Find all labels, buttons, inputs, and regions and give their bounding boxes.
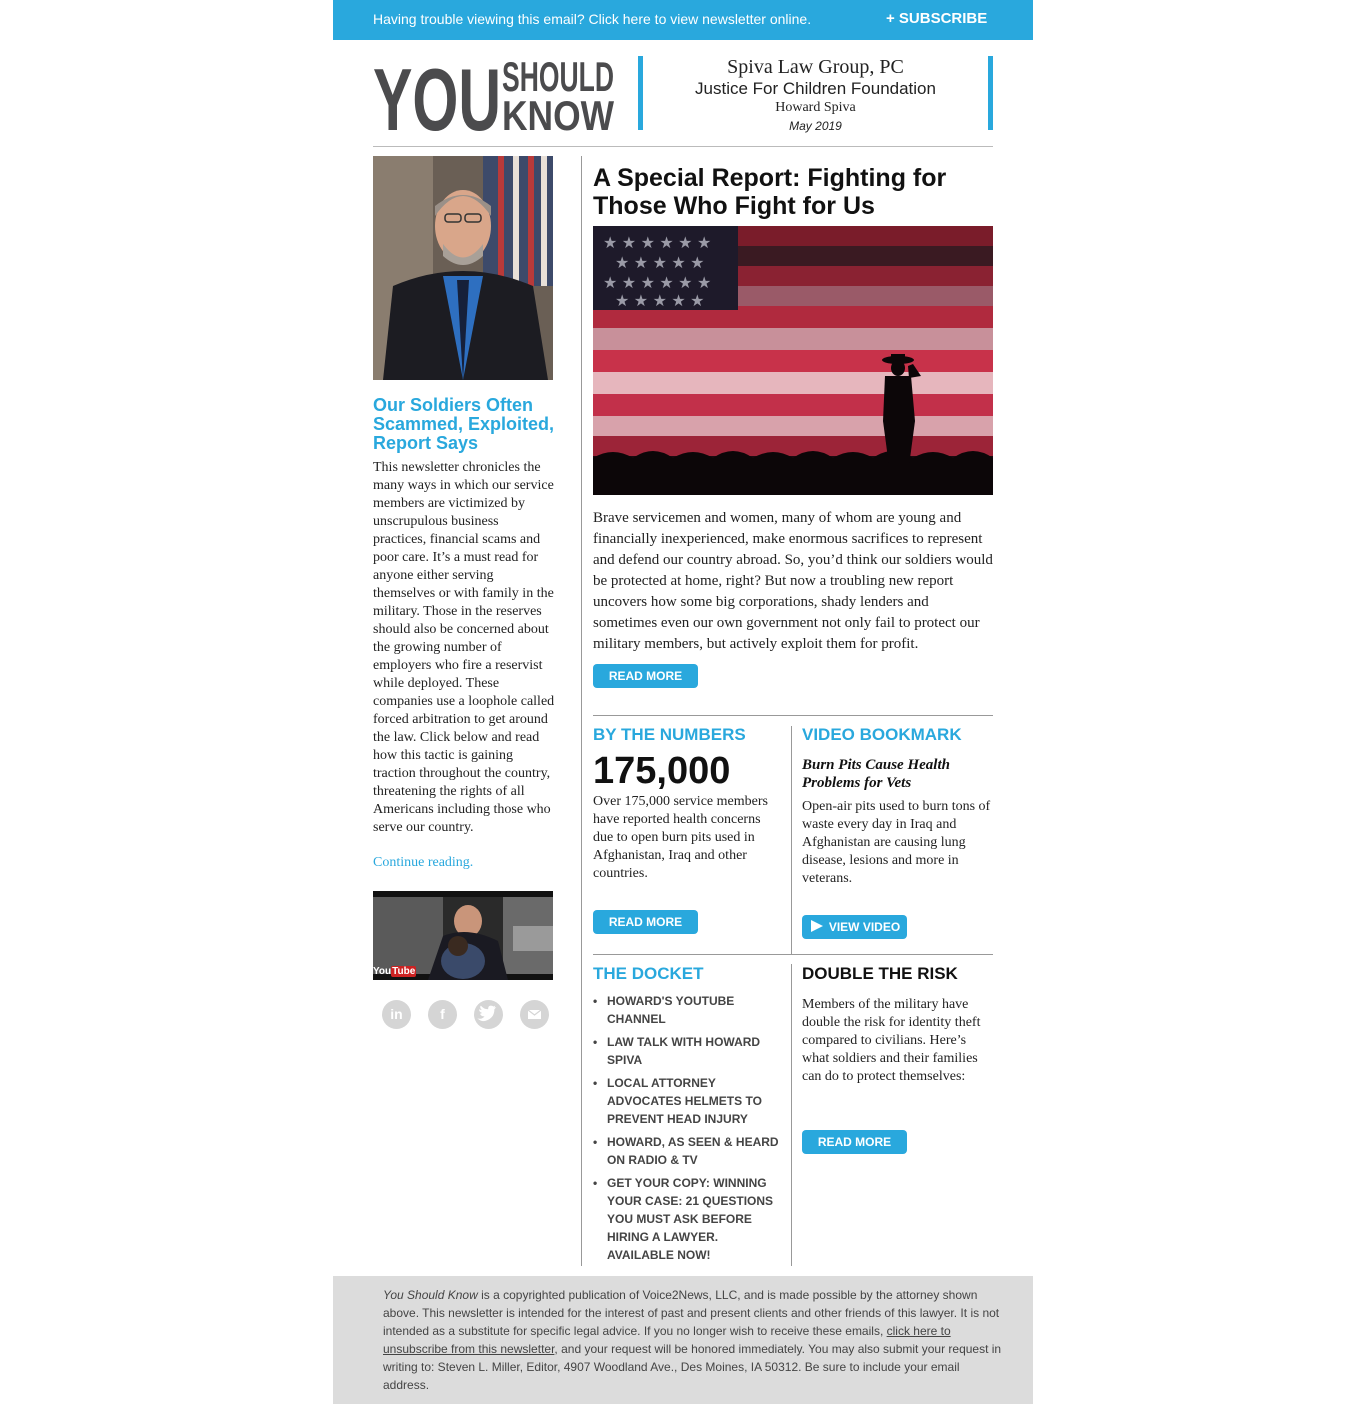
main-column [593,156,993,688]
video-bookmark-section [802,725,992,934]
docket-item[interactable]: • GET YOUR COPY: WINNING YOUR CASE: 21 QUESTIONS YOU MUST ASK BEFORE HIRING A LAWYER. AVAILABLE NOW! [593,1174,783,1264]
top-bar [333,0,1033,40]
svg-text:★ ★ ★ ★ ★: ★ ★ ★ ★ ★ [615,293,705,310]
foundation-name: Justice For Children Foundation [695,79,936,98]
docket-section [593,964,783,1269]
continue-reading-link[interactable]: Continue reading. [373,855,474,870]
newsletter [333,0,1033,1404]
section-divider-2 [593,954,993,955]
docket-item[interactable]: • LAW TALK WITH HOWARD SPIVA [593,1033,783,1069]
header-divider-left [638,56,643,130]
logo-you: YOU [373,56,501,134]
docket-heading: THE DOCKET [593,964,704,983]
attorney-photo [373,156,553,380]
numbers-figure: 175,000 [593,750,731,792]
logo-should: SHOULD [502,56,614,100]
svg-text:★ ★ ★ ★ ★: ★ ★ ★ ★ ★ [615,255,705,272]
subscribe-button[interactable]: + SUBSCRIBE [886,10,988,27]
view-online-link[interactable]: Having trouble viewing this email? Click here to view newsletter online. [373,11,812,27]
risk-body: Members of the military have double the risk for identity theft compared to civilians. Here’s what soldiers and their families can do to protect themselves: [802,997,981,1084]
double-the-risk-section [802,964,992,1149]
view-video-label: VIEW VIDEO [828,920,901,934]
footer-text-2: , and your request will be honored immediately. You may also submit your request in writing to: Steven L. Miller, Editor, 4907 Woodland Ave., Des Moines, IA 50312. Be sure to include your email address. [383,1342,1002,1392]
section-divider-mid-1 [791,726,792,954]
view-video-button[interactable] [802,915,907,939]
section-divider-1 [593,715,993,716]
footer [333,1276,1033,1404]
video-title[interactable]: Burn Pits Cause Health Problems for Vets [802,757,950,791]
youtube-icon [373,965,416,979]
risk-heading: DOUBLE THE RISK [802,964,958,983]
social-links [373,1000,555,1030]
svg-text:★ ★ ★ ★ ★ ★: ★ ★ ★ ★ ★ ★ [603,275,712,292]
svg-text:★ ★ ★ ★ ★ ★: ★ ★ ★ ★ ★ ★ [603,235,712,252]
twitter-icon[interactable] [474,1000,503,1029]
attorney-name: Howard Spiva [775,100,856,115]
video-heading: VIDEO BOOKMARK [802,725,962,744]
feature-body: Brave servicemen and women, many of whom are young and financially inexperienced, make enormous sacrifices to represent and defend our country abroad. So, you’d think our soldiers would be protected at home, right? But now a troubling new report uncovers how some big corporations, shady lenders and sometimes even our own government not only fail to protect our military members, but actively exploit them for profit. [593,510,993,652]
masthead [373,40,993,147]
youtube-video-thumbnail[interactable] [373,891,553,980]
numbers-heading: BY THE NUMBERS [593,725,746,744]
youtube-label-you: You [373,966,392,977]
youtube-label-tube: Tube [392,966,416,977]
numbers-body: Over 175,000 service members have reported health concerns due to open burn pits used in Afghanistan, Iraq and other countries. [593,794,768,881]
unsubscribe-link[interactable]: click here to unsubscribe from this newsletter [383,1324,951,1356]
by-the-numbers-section [593,725,783,929]
header-divider-right [988,56,993,130]
left-column [373,156,555,1030]
footer-disclaimer [383,1286,1003,1394]
numbers-read-more-button[interactable]: READ MORE [593,910,698,934]
video-body: Open-air pits used to burn tons of waste every day in Iraq and Afghanistan are causing lung disease, lesions and more in veterans. [802,799,991,886]
footer-text-1: is a copyrighted publication of Voice2News, LLC, and is made possible by the attorney shown above. This newsletter is intended for the interest of past and present clients and other friends of this lawyer. It is not intended as a substitute for specific legal advice. If you no longer wish to receive these emails, [383,1288,1000,1338]
firm-info [648,56,983,135]
docket-item[interactable]: • HOWARD, AS SEEN & HEARD ON RADIO & TV [593,1133,783,1169]
email-icon[interactable] [520,1000,549,1029]
feature-title[interactable]: A Special Report: Fighting for Those Who Fight for Us [593,164,947,220]
logo-know: KNOW [502,92,615,134]
risk-read-more-button[interactable]: READ MORE [802,1130,907,1154]
feature-read-more-button[interactable]: READ MORE [593,664,698,688]
docket-list [593,992,783,1264]
section-divider-mid-2 [791,964,792,1266]
firm-name: Spiva Law Group, PC [727,56,904,78]
linkedin-icon[interactable]: in [382,1000,411,1029]
column-divider [581,156,582,1266]
docket-item[interactable]: • LOCAL ATTORNEY ADVOCATES HELMETS TO PREVENT HEAD INJURY [593,1074,783,1128]
issue-date: May 2019 [789,119,842,133]
play-icon [809,919,825,933]
you-should-know-logo [373,56,615,134]
left-body: This newsletter chronicles the many ways in which our service members are victimized by unscrupulous business practices, financial scams and poor care. It’s a must read for anyone either serving themselves or with family in the military. Those in the reserves should also be concerned about the growing number of employers who fire a reservist while deployed. These companies use a loophole called forced arbitration to get around the law. Click below and read how this tactic is gaining traction throughout the country, threatening the rights of all Americans including those who serve our country. [373,460,555,835]
footer-publication-name: You Should Know [383,1288,478,1302]
feature-image [593,226,993,495]
left-headline[interactable]: Our Soldiers Often Scammed, Exploited, Report Says [373,395,555,453]
facebook-icon[interactable]: f [428,1000,457,1029]
docket-item[interactable]: • HOWARD'S YOUTUBE CHANNEL [593,992,783,1028]
